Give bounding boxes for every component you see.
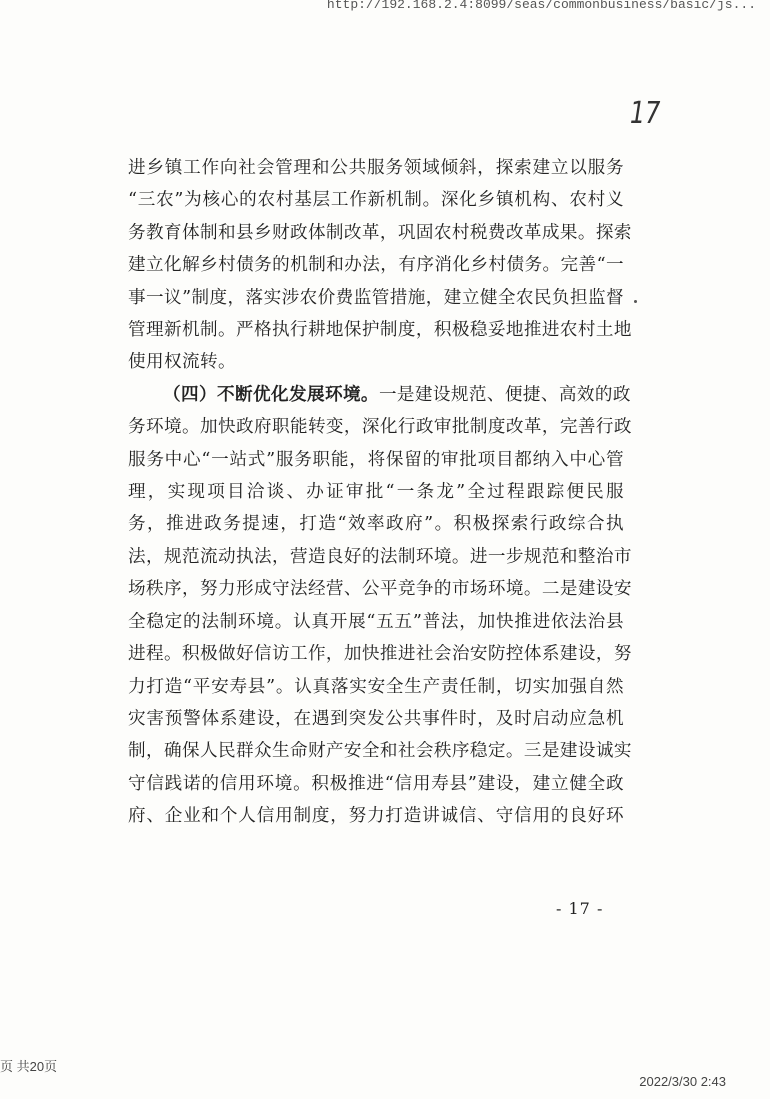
page-number: - 17 - xyxy=(556,899,604,918)
section-heading: （四）不断优化发展环境。 xyxy=(163,383,379,405)
text-line: 制，确保人民群众生命财产安全和社会秩序稳定。三是建设诚实 xyxy=(128,741,632,762)
handwritten-page-mark: 17 xyxy=(629,96,661,131)
print-header-url: http://192.168.2.4:8099/seas/commonbusiness/basic/js... xyxy=(326,0,756,12)
text-line: 场秩序，努力形成守法经营、公平竞争的市场环境。二是建设安 xyxy=(128,579,632,600)
text-line: 使用权流转。 xyxy=(128,352,236,373)
text-run: 一是建设规范、便捷、高效的政 xyxy=(378,384,631,405)
text-line: 建立化解乡村债务的机制和办法，有序消化乡村债务。完善“一 xyxy=(128,255,624,276)
text-line: 管理新机制。严格执行耕地保护制度，积极稳妥地推进农村土地 xyxy=(128,320,632,341)
text-line: 务教育体制和县乡财政体制改革，巩固农村税费改革成果。探索 xyxy=(128,222,632,243)
text-line: 事一议”制度，落实涉农价费监管措施，建立健全农民负担监督 xyxy=(128,287,624,308)
paragraph-2 xyxy=(128,379,632,833)
text-line-first xyxy=(128,379,631,411)
text-line: 理，实现项目洽谈、办证审批“一条龙”全过程跟踪便民服 xyxy=(128,482,624,503)
document-body xyxy=(128,152,632,833)
text-line: 服务中心“一站式”服务职能，将保留的审批项目都纳入中心管 xyxy=(128,449,624,470)
text-line: 灾害预警体系建设，在遇到突发公共事件时，及时启动应急机 xyxy=(128,708,624,729)
text-line: 力打造“平安寿县”。认真落实安全生产责任制，切实加强自然 xyxy=(128,676,624,697)
text-line: “三农”为核心的农村基层工作新机制。深化乡镇机构、农村义 xyxy=(128,190,624,211)
text-line: 守信践诺的信用环境。积极推进“信用寿县”建设，建立健全政 xyxy=(128,773,624,794)
scan-speck xyxy=(634,300,637,303)
text-line: 务环境。加快政府职能转变，深化行政审批制度改革，完善行政 xyxy=(128,417,632,438)
text-line: 全稳定的法制环境。认真开展“五五”普法，加快推进依法治县 xyxy=(128,611,624,632)
print-footer-datetime: 2022/3/30 2:43 xyxy=(639,1074,726,1089)
print-footer-page-info: 页 共20页 xyxy=(0,1059,58,1074)
paragraph-1 xyxy=(128,152,632,379)
text-line: 法，规范流动执法，营造良好的法制环境。进一步规范和整治市 xyxy=(128,546,632,567)
text-line: 府、企业和个人信用制度，努力打造讲诚信、守信用的良好环 xyxy=(128,806,624,827)
text-line: 务，推进政务提速，打造“效率政府”。积极探索行政综合执 xyxy=(128,514,624,535)
text-line: 进程。积极做好信访工作，加快推进社会治安防控体系建设，努 xyxy=(128,644,632,665)
text-line: 进乡镇工作向社会管理和公共服务领域倾斜，探索建立以服务 xyxy=(128,158,624,178)
